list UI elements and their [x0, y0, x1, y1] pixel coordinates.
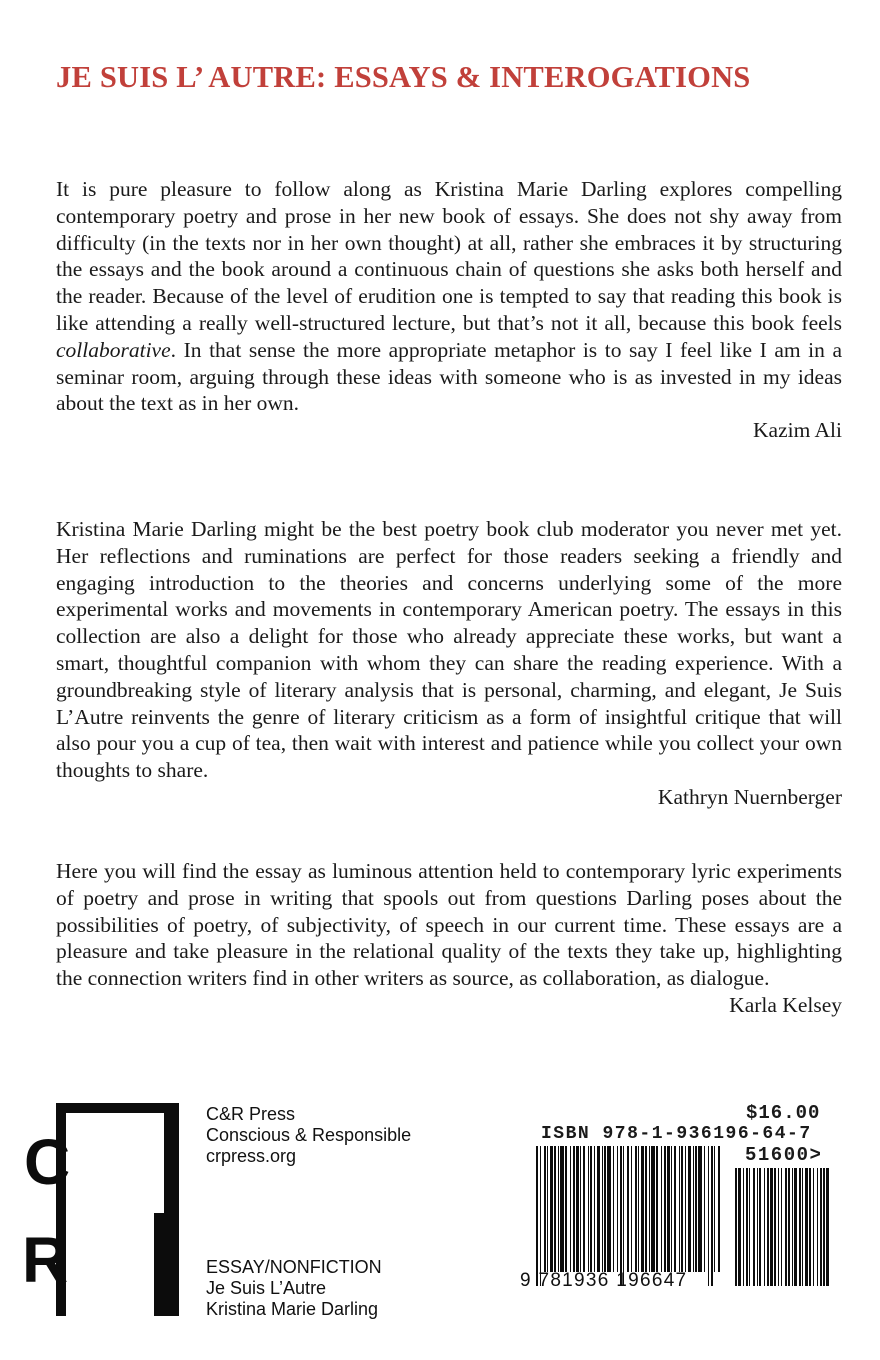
book-title-heading: JE SUIS L’ AUTRE: ESSAYS & INTEROGATIONS — [56, 60, 751, 94]
barcode-bar — [770, 1168, 773, 1286]
barcode-bar — [820, 1168, 822, 1286]
barcode-bar — [667, 1146, 670, 1272]
barcode-bar — [711, 1146, 713, 1286]
barcode-bar — [698, 1146, 702, 1272]
barcode-bar — [823, 1168, 825, 1286]
barcode-bar — [597, 1146, 600, 1272]
blurb-text: Kristina Marie Darling might be the best poetry book club moderator you never met yet. Her reflections and ruminations are perfect for those readers seeking a friendly and engaging introduction to the theories and concerns underlying some of the more experimental works and movements in contemporary American poetry. The essays in this collection are also a delight for those who already appreciate these works, but want a smart, thoughtful companion with whom they can share the reading experience. With a groundbreaking style of literary analysis that is personal, charming, and elegant, Je Suis L’Autre reinvents the genre of literary criticism as a form of insightful critique that will also pour you a cup of tea, then wait with interest and patience while you collect your own thoughts to share. — [56, 517, 842, 783]
barcode-bar — [767, 1168, 769, 1286]
barcode-bar — [588, 1146, 589, 1272]
barcode-bar — [759, 1168, 761, 1286]
blurb-text-part: . In that sense the more appropriate metaphor is to say I feel like I am in a seminar room, arguing through these ideas with someone who is as invested in my ideas about the text as in her own. — [56, 337, 842, 416]
blurb-text: Here you will find the essay as luminous attention held to contemporary lyric experiments of poetry and prose in writing that spools out from questions Darling poses about the possibilities of poetry, of subjectivity, of speech in our current time. These essays are a pleasure and take pleasure in the relational quality of the texts they take up, highlighting the connection writers find in other writers as source, as collaboration, as dialogue. — [56, 859, 842, 991]
barcode-bar — [649, 1146, 650, 1272]
blurb-kathryn-nuernberger — [56, 516, 842, 811]
barcode-bar — [817, 1168, 818, 1286]
barcode-bar — [580, 1146, 581, 1272]
barcode-bar — [570, 1146, 571, 1272]
barcode-bar — [602, 1146, 603, 1272]
barcode-bar — [757, 1168, 758, 1286]
barcode-bar — [576, 1146, 579, 1272]
barcode-bar — [704, 1146, 705, 1272]
barcode-bar — [550, 1146, 553, 1272]
barcode-bar — [738, 1168, 741, 1286]
barcode-bar — [753, 1168, 755, 1286]
barcode-bar — [590, 1146, 592, 1272]
barcode-bar — [671, 1146, 672, 1272]
book-author: Kristina Marie Darling — [206, 1299, 379, 1319]
barcode-bar — [788, 1168, 790, 1286]
publisher-website: crpress.org — [206, 1146, 297, 1166]
price-addon-barcode — [735, 1168, 833, 1300]
barcode-bar — [802, 1168, 803, 1286]
barcode-bar — [799, 1168, 801, 1286]
blurb-text — [56, 176, 842, 417]
barcode-bar — [792, 1168, 793, 1286]
price-label: $16.00 — [746, 1102, 821, 1124]
barcode-bar — [681, 1146, 683, 1272]
barcode-bar — [641, 1146, 644, 1272]
publisher-info — [206, 1104, 411, 1167]
barcode-bar — [679, 1146, 680, 1272]
barcode-bar — [794, 1168, 797, 1286]
barcode-bar — [638, 1146, 639, 1272]
price-addon-code: 51600> — [745, 1144, 823, 1166]
barcode-bar — [544, 1146, 546, 1272]
barcode-bar — [627, 1146, 629, 1272]
cr-press-logo — [56, 1103, 179, 1316]
isbn-label: ISBN 978-1-936196-64-7 — [541, 1124, 812, 1144]
barcode-bar — [805, 1168, 808, 1286]
barcode-bar — [661, 1146, 662, 1272]
barcode-bar — [656, 1146, 658, 1272]
logo-letter-r: R — [22, 1224, 69, 1296]
barcode-bar — [613, 1146, 614, 1272]
barcode-bar — [583, 1146, 585, 1272]
blurb-attribution: Karla Kelsey — [729, 992, 842, 1017]
barcode-bar — [540, 1146, 541, 1286]
barcode-bar — [635, 1146, 637, 1272]
blurb-attribution: Kazim Ali — [753, 418, 842, 443]
barcode-bar — [685, 1146, 686, 1272]
barcode-bar — [651, 1146, 655, 1272]
blurb-kazim-ali — [56, 176, 842, 444]
barcode-bar — [749, 1168, 750, 1286]
barcode-bar — [620, 1146, 622, 1286]
logo-letter-c: C — [24, 1126, 71, 1198]
barcode-bar — [604, 1146, 606, 1272]
blurb-text-part: It is pure pleasure to follow along as Kristina Marie Darling explores compelling contemporary poetry and prose in her new book of essays. She does not shy away from difficulty (in the texts nor in her own thought) at all, rather she embraces it by structuring the essays and the book around a continuous chain of questions she asks both herself and the reader. Because of the level of erudition one is tempted to say that reading this book is like attending a really well-structured lecture, but that’s not it all, because this book feels — [56, 177, 842, 335]
blurb-emphasis: collaborative — [56, 337, 171, 362]
barcode-digits: 9 781936 196647 — [520, 1270, 688, 1291]
barcode-bar — [809, 1168, 811, 1286]
barcode-bar — [774, 1168, 776, 1286]
barcode-bar — [617, 1146, 618, 1272]
barcode-bar — [565, 1146, 567, 1272]
logo-cell-bottom — [66, 1213, 154, 1316]
isbn-barcode — [536, 1146, 722, 1286]
barcode-bar — [743, 1168, 744, 1286]
barcode-bar — [558, 1146, 559, 1272]
barcode-bar — [674, 1146, 676, 1272]
book-category-info — [206, 1257, 382, 1320]
barcode-bar — [695, 1146, 697, 1272]
barcode-bar — [560, 1146, 564, 1272]
barcode-bar — [664, 1146, 666, 1272]
barcode-bar — [594, 1146, 595, 1272]
barcode-bar — [645, 1146, 647, 1272]
barcode-bar — [813, 1168, 814, 1286]
barcode-bar — [573, 1146, 575, 1272]
barcode-bar — [746, 1168, 748, 1286]
barcode-bar — [826, 1168, 829, 1286]
publisher-name: C&R Press — [206, 1104, 296, 1124]
logo-cell-top — [66, 1113, 164, 1213]
blurb-attribution: Kathryn Nuernberger — [657, 784, 842, 809]
barcode-bar — [785, 1168, 787, 1286]
barcode-bar — [708, 1146, 709, 1286]
book-short-title: Je Suis L’Autre — [206, 1278, 327, 1298]
barcode-bar — [631, 1146, 632, 1272]
barcode-bar — [547, 1146, 548, 1272]
blurb-karla-kelsey — [56, 858, 842, 1019]
barcode-bar — [623, 1146, 624, 1286]
barcode-bar — [781, 1168, 782, 1286]
barcode-bar — [607, 1146, 611, 1272]
barcode-bar — [718, 1146, 720, 1272]
barcode-bar — [714, 1146, 715, 1272]
barcode-bar — [764, 1168, 765, 1286]
barcode-bar — [688, 1146, 691, 1272]
barcode-bar — [778, 1168, 779, 1286]
book-category: ESSAY/NONFICTION — [206, 1257, 382, 1277]
barcode-bar — [693, 1146, 694, 1272]
barcode-bar — [735, 1168, 737, 1286]
barcode-bar — [554, 1146, 556, 1272]
barcode-bar — [536, 1146, 538, 1286]
publisher-tagline: Conscious & Responsible — [206, 1125, 412, 1145]
